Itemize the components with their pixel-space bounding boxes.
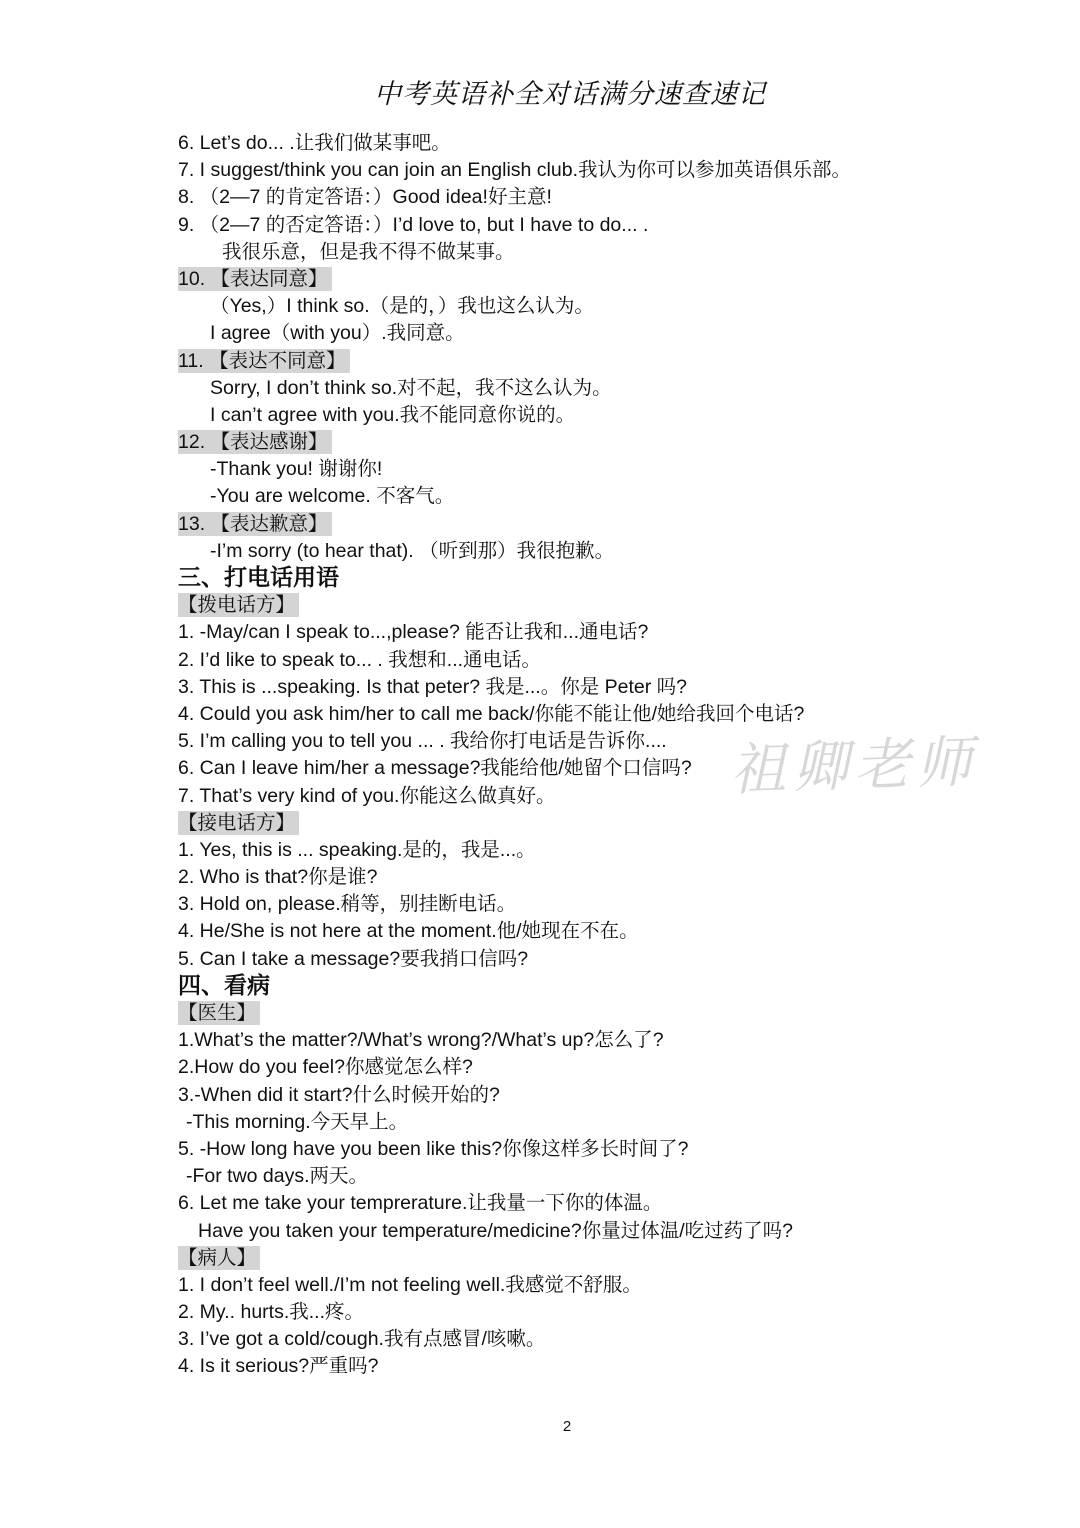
text-line: -For two days.两天。 xyxy=(186,1165,369,1188)
text-line: （Yes,）I think so.（是的，）我也这么认为。 xyxy=(210,295,594,318)
text-line: -Thank you! 谢谢你! xyxy=(210,458,383,481)
text-line: 3. I’ve got a cold/cough.我有点感冒/咳嗽。 xyxy=(178,1328,546,1351)
text-line: 4. He/She is not here at the moment.他/她现在不在。 xyxy=(178,920,639,943)
text-line: 2. I’d like to speak to... . 我想和...通电话。 xyxy=(178,648,542,671)
heading-label: 【医生】 xyxy=(178,1001,260,1025)
text-line: 6. Can I leave him/her a message?我能给他/她留个口信吗? xyxy=(178,757,692,780)
text-line: 2. Who is that?你是谁? xyxy=(178,866,378,889)
subsection-heading xyxy=(178,592,1038,619)
heading-label: 10. 【表达同意】 xyxy=(178,267,332,291)
subsection-heading xyxy=(178,511,1038,538)
watermark: 祖卿老师 xyxy=(729,729,980,804)
content-body xyxy=(178,130,1038,1381)
subsection-heading xyxy=(178,429,1038,456)
text-line: -This morning.今天早上。 xyxy=(186,1110,409,1133)
text-line: I can’t agree with you.我不能同意你说的。 xyxy=(210,403,576,426)
heading-label: 12. 【表达感谢】 xyxy=(178,430,332,454)
text-line: 1. Yes, this is ... speaking.是的，我是...。 xyxy=(178,838,536,861)
text-line: 3.-When did it start?什么时候开始的? xyxy=(178,1083,500,1106)
section-heading: 三、打电话用语 xyxy=(178,565,339,591)
page-number: 2 xyxy=(562,1418,572,1435)
text-line: 2.How do you feel?你感觉怎么样? xyxy=(178,1056,473,1079)
heading-label: 【接电话方】 xyxy=(178,811,299,835)
subsection-heading xyxy=(178,810,1038,837)
text-line: I agree（with you）.我同意。 xyxy=(210,322,465,345)
subsection-heading xyxy=(178,266,1038,293)
heading-label: 13. 【表达歉意】 xyxy=(178,512,332,536)
text-line: 6. Let’s do... .让我们做某事吧。 xyxy=(178,132,451,154)
text-line: 7. That’s very kind of you.你能这么做真好。 xyxy=(178,784,556,807)
text-line: 5. -How long have you been like this?你像这样多长时间了? xyxy=(178,1137,689,1160)
text-line: 我很乐意，但是我不得不做某事。 xyxy=(222,240,515,263)
text-line: 3. Hold on, please.稍等，别挂断电话。 xyxy=(178,893,517,916)
heading-label: 【拨电话方】 xyxy=(178,593,299,617)
section-heading: 四、看病 xyxy=(178,972,270,999)
text-line: Have you taken your temperature/medicine?你量过体温/吃过药了吗? xyxy=(198,1219,793,1242)
text-line: 5. Can I take a message?要我捎口信吗? xyxy=(178,947,529,970)
text-line: Sorry, I don’t think so.对不起，我不这么认为。 xyxy=(210,376,612,399)
text-line: 7. I suggest/think you can join an English club.我认为你可以参加英语俱乐部。 xyxy=(178,159,851,182)
subsection-heading xyxy=(178,1245,1038,1272)
subsection-heading xyxy=(178,1000,1038,1027)
text-line: 6. Let me take your temprerature.让我量一下你的体温。 xyxy=(178,1192,663,1215)
text-line: 3. This is ...speaking. Is that peter? 我是...。你是 Peter 吗? xyxy=(178,675,688,698)
page-title: 中考英语补全对话满分速查速记 xyxy=(374,79,766,110)
text-line: 1.What’s the matter?/What’s wrong?/What’s up?怎么了? xyxy=(178,1029,664,1052)
heading-label: 11. 【表达不同意】 xyxy=(178,349,350,373)
text-line: 4. Is it serious?严重吗? xyxy=(178,1355,379,1378)
text-line: -I’m sorry (to hear that). （听到那）我很抱歉。 xyxy=(210,539,615,562)
text-line: 2. My.. hurts.我...疼。 xyxy=(178,1301,365,1324)
text-line: 5. I’m calling you to tell you ... . 我给你打电话是告诉你.... xyxy=(178,730,667,753)
text-line: 8. （2—7 的肯定答语：）Good idea!好主意! xyxy=(178,186,552,209)
heading-label: 【病人】 xyxy=(178,1246,260,1270)
text-line: 4. Could you ask him/her to call me back/你能不能让他/她给我回个电话? xyxy=(178,702,805,725)
text-line: 1. -May/can I speak to...,please? 能否让我和...通电话? xyxy=(178,621,649,644)
text-line: 9. （2—7 的否定答语：）I’d love to, but I have to do... . xyxy=(178,213,649,236)
subsection-heading xyxy=(178,348,1038,375)
text-line: -You are welcome. 不客气。 xyxy=(210,485,455,508)
text-line: 1. I don’t feel well./I’m not feeling well.我感觉不舒服。 xyxy=(178,1273,642,1296)
